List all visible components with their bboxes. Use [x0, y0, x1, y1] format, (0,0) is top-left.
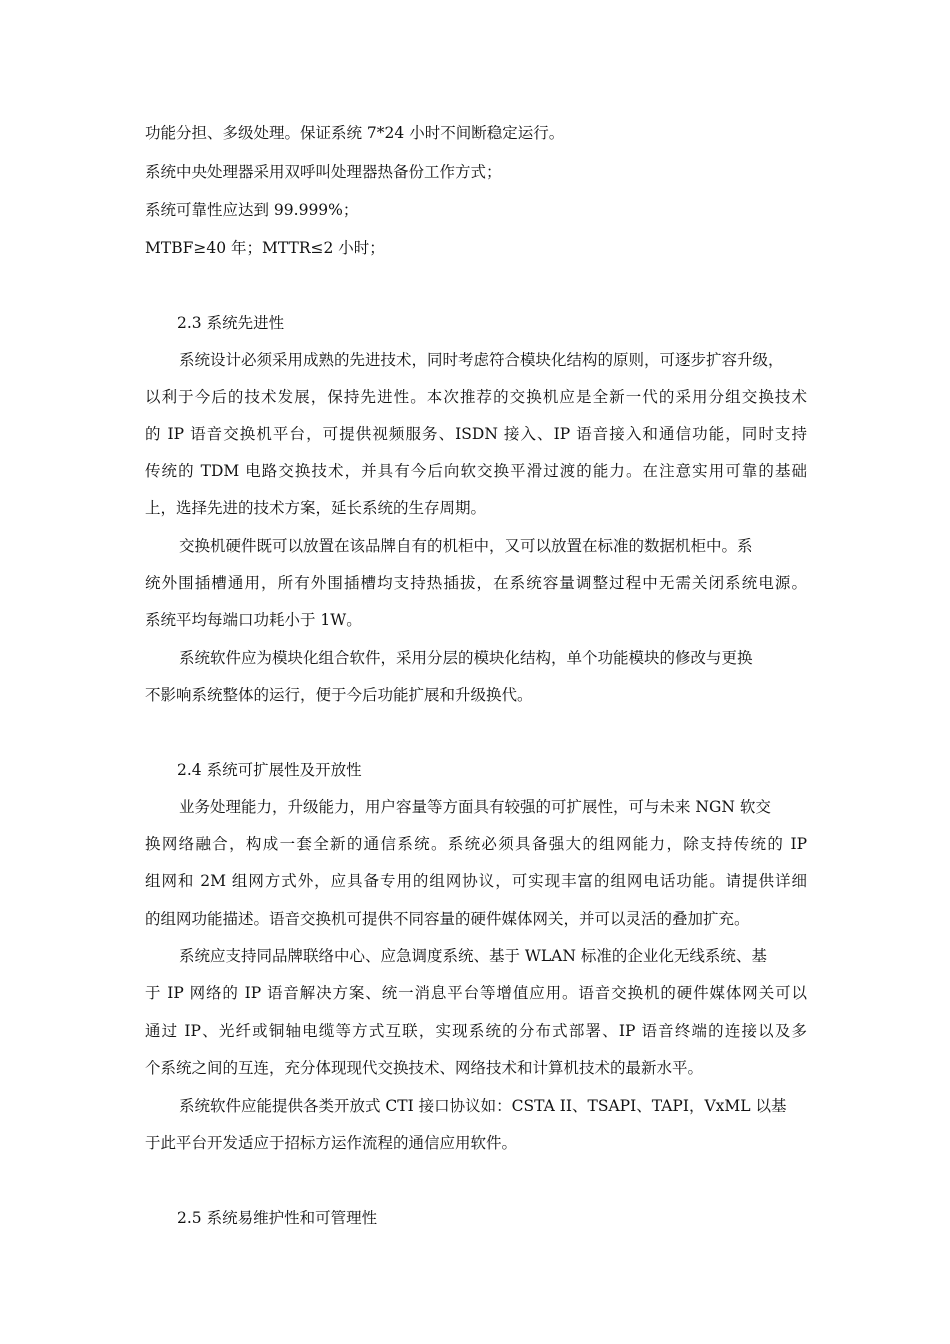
paragraph-line: 通过 IP、光纤或铜轴电缆等方式互联，实现系统的分布式部署、IP 语音终端的连接以及多	[145, 1022, 807, 1040]
section-heading: 2.3 系统先进性	[177, 314, 285, 332]
paragraph-line: 的组网功能描述。语音交换机可提供不同容量的硬件媒体网关，并可以灵活的叠加扩充。	[145, 910, 750, 928]
paragraph-line: 系统平均每端口功耗小于 1W。	[145, 611, 362, 629]
paragraph-line: 换网络融合，构成一套全新的通信系统。系统必须具备强大的组网能力，除支持传统的 IP	[145, 835, 807, 853]
paragraph-line: 组网和 2M 组网方式外，应具备专用的组网协议，可实现丰富的组网电话功能。请提供详细	[145, 872, 807, 890]
paragraph-line: 交换机硬件既可以放置在该品牌自有的机柜中，又可以放置在标准的数据机柜中。系	[179, 537, 753, 555]
paragraph-line: 个系统之间的互连，充分体现现代交换技术、网络技术和计算机技术的最新水平。	[145, 1059, 704, 1077]
paragraph-line: 功能分担、多级处理。保证系统 7*24 小时不间断稳定运行。	[145, 124, 565, 142]
paragraph-line: 系统可靠性应达到 99.999%；	[145, 201, 359, 219]
paragraph-line: 的 IP 语音交换机平台，可提供视频服务、ISDN 接入、IP 语音接入和通信功能，同时支持	[145, 425, 807, 443]
paragraph-line: 系统软件应为模块化组合软件，采用分层的模块化结构，单个功能模块的修改与更换	[179, 649, 753, 667]
paragraph-line: 传统的 TDM 电路交换技术，并具有今后向软交换平滑过渡的能力。在注意实用可靠的基础	[145, 462, 807, 480]
paragraph-line: 系统中央处理器采用双呼叫处理器热备份工作方式；	[145, 163, 502, 181]
paragraph-line: 系统应支持同品牌联络中心、应急调度系统、基于 WLAN 标准的企业化无线系统、基	[179, 947, 767, 965]
section-heading: 2.5 系统易维护性和可管理性	[177, 1209, 378, 1227]
paragraph-line: 不影响系统整体的运行，便于今后功能扩展和升级换代。	[145, 686, 533, 704]
paragraph-line: 以利于今后的技术发展，保持先进性。本次推荐的交换机应是全新一代的采用分组交换技术	[145, 388, 807, 406]
section-heading: 2.4 系统可扩展性及开放性	[177, 761, 362, 779]
paragraph-line: 于此平台开发适应于招标方运作流程的通信应用软件。	[145, 1134, 518, 1152]
paragraph-line: 业务处理能力，升级能力，用户容量等方面具有较强的可扩展性，可与未来 NGN 软交	[179, 798, 771, 816]
paragraph-line: 上，选择先进的技术方案，延长系统的生存周期。	[145, 499, 487, 517]
paragraph-line: 于 IP 网络的 IP 语音解决方案、统一消息平台等增值应用。语音交换机的硬件媒体网关可以	[145, 984, 807, 1002]
paragraph-line: 系统设计必须采用成熟的先进技术，同时考虑符合模块化结构的原则，可逐步扩容升级，	[179, 351, 784, 369]
paragraph-line: 系统软件应能提供各类开放式 CTI 接口协议如：CSTA II、TSAPI、TAPI，VxML 以基	[179, 1097, 787, 1115]
paragraph-line: 统外围插槽通用，所有外围插槽均支持热插拔，在系统容量调整过程中无需关闭系统电源。	[145, 574, 807, 592]
paragraph-line: MTBF≥40 年；MTTR≤2 小时；	[145, 239, 385, 257]
